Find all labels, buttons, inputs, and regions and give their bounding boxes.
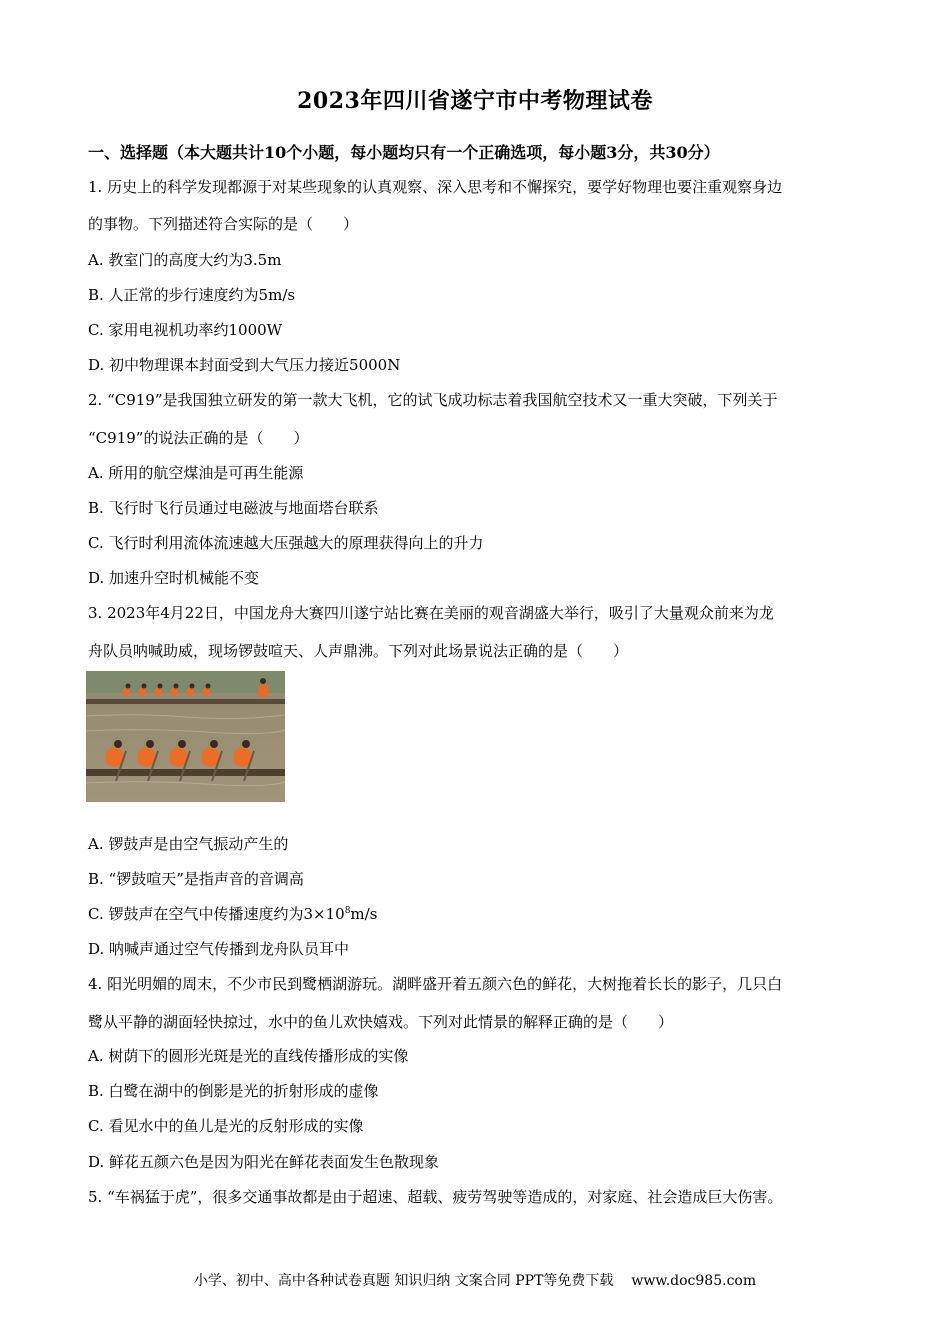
q2-option-d: D. 加速升空时机械能不变 (88, 569, 260, 587)
q3-stem-line1: 3. 2023年4月22日，中国龙舟大赛四川遂宁站比赛在美丽的观音湖盛大举行，吸引了大量观众前来为龙 (88, 604, 774, 622)
q2-option-a: A. 所用的航空煤油是可再生能源 (88, 464, 304, 482)
q4-stem-line2: 鹭从平静的湖面轻快掠过，水中的鱼儿欢快嬉戏。下列对此情景的解释正确的是（ ） (88, 1013, 674, 1031)
q3-stem-line2: 舟队员呐喊助威，现场锣鼓喧天、人声鼎沸。下列对此场景说法正确的是（ ） (88, 642, 629, 660)
q1-option-d: D. 初中物理课本封面受到大气压力接近5000N (88, 356, 401, 374)
dragon-boat-photo (86, 671, 285, 802)
page-footer (0, 1270, 950, 1290)
q4-option-c: C. 看见水中的鱼儿是光的反射形成的实像 (88, 1117, 364, 1135)
q3-option-c-exponent: 8 (344, 906, 351, 916)
q4-option-b: B. 白鹭在湖中的倒影是光的折射形成的虚像 (88, 1082, 379, 1100)
q3-option-b: B. “锣鼓喧天”是指声音的音调高 (88, 870, 304, 888)
q1-stem-line1: 1. 历史上的科学发现都源于对某些现象的认真观察、深入思考和不懈探究，要学好物理也要注重观察身边 (88, 178, 783, 196)
q2-stem-line2: “C919”的说法正确的是（ ） (88, 429, 309, 447)
q3-option-c-unit: m/s (350, 905, 378, 923)
q2-option-b: B. 飞行时飞行员通过电磁波与地面塔台联系 (88, 499, 379, 517)
q4-option-d: D. 鲜花五颜六色是因为阳光在鲜花表面发生色散现象 (88, 1153, 440, 1171)
q3-option-d: D. 呐喊声通过空气传播到龙舟队员耳中 (88, 940, 350, 958)
page-title: 2023年四川省遂宁市中考物理试卷 (297, 88, 653, 114)
q3-option-a: A. 锣鼓声是由空气振动产生的 (88, 835, 289, 853)
q1-stem-line2: 的事物。下列描述符合实际的是（ ） (88, 215, 359, 233)
dragon-boat-illustration (86, 671, 285, 802)
q1-option-b: B. 人正常的步行速度约为5m/s (88, 286, 296, 304)
q3-option-c-text: C. 锣鼓声在空气中传播速度约为3×10 (88, 905, 345, 923)
footer-url-link[interactable]: www.doc985.com (631, 1273, 757, 1289)
q2-option-c: C. 飞行时利用流体流速越大压强越大的原理获得向上的升力 (88, 534, 484, 552)
q2-stem-line1: 2. “C919”是我国独立研发的第一款大飞机，它的试飞成功标志着我国航空技术又一重大突破，下列关于 (88, 391, 778, 409)
q4-option-a: A. 树荫下的圆形光斑是光的直线传播形成的实像 (88, 1047, 409, 1065)
section-heading: 一、选择题（本大题共计10个小题，每小题均只有一个正确选项，每小题3分，共30分） (88, 143, 720, 162)
q3-option-c (88, 904, 377, 924)
footer-text: 小学、初中、高中各种试卷真题 知识归纳 文案合同 PPT等免费下载 (193, 1273, 614, 1289)
q5-stem-line1: 5. “车祸猛于虎”，很多交通事故都是由于超速、超载、疲劳驾驶等造成的，对家庭、社会造成巨大伤害。 (88, 1188, 783, 1206)
q1-option-a: A. 教室门的高度大约为3.5m (88, 251, 282, 269)
q1-option-c: C. 家用电视机功率约1000W (88, 321, 283, 339)
q4-stem-line1: 4. 阳光明媚的周末，不少市民到鹭栖湖游玩。湖畔盛开着五颜六色的鲜花，大树拖着长长的影子，几只白 (88, 975, 783, 993)
